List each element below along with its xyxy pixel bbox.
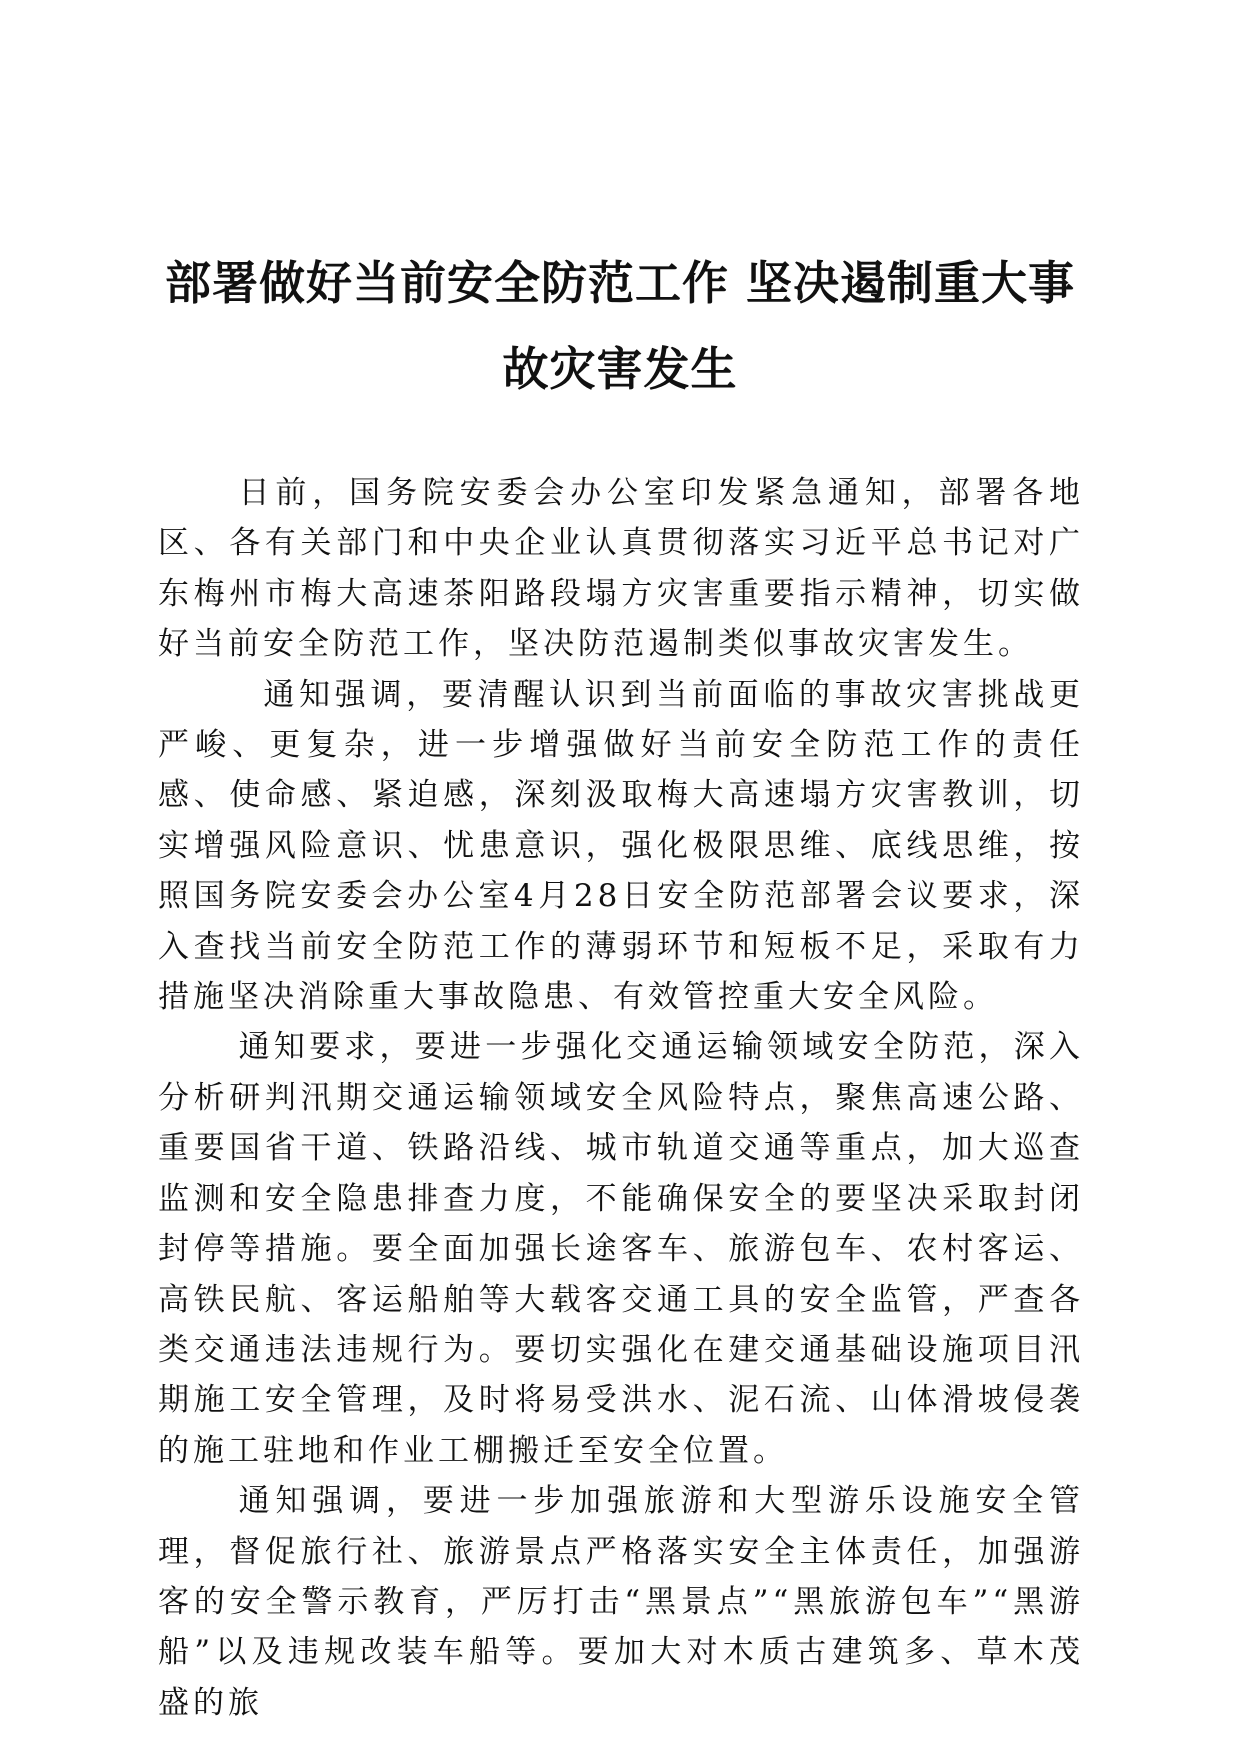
paragraph-2: 通知强调，要清醒认识到当前面临的事故灾害挑战更严峻、更复杂，进一步增强做好当前安全防范工作的责任感、使命感、紧迫感，深刻汲取梅大高速塌方灾害教训，切实增强风险意识、忧患意识，强化极限思维、底线思维，按照国务院安委会办公室4月28日安全防范部署会议要求，深入查找当前安全防范工作的薄弱环节和短板不足，采取有力措施坚决消除重大事故隐患、有效管控重大安全风险。	[158, 676, 1084, 1016]
paragraph-4: 通知强调，要进一步加强旅游和大型游乐设施安全管理，督促旅行社、旅游景点严格落实安全主体责任，加强游客的安全警示教育，严厉打击“黑景点”“黑旅游包车”“黑游船”以及违规改装车船等。要加大对木质古建筑多、草木茂盛的旅	[158, 1483, 1084, 1721]
document-title-line-1: 部署做好当前安全防范工作 坚决遏制重大事	[164, 256, 1075, 310]
document-title-line-2: 故灾害发生	[502, 342, 738, 396]
paragraph-3: 通知要求，要进一步强化交通运输领域安全防范，深入分析研判汛期交通运输领域安全风险特点，聚焦高速公路、重要国省干道、铁路沿线、城市轨道交通等重点，加大巡查监测和安全隐患排查力度，不能确保安全的要坚决采取封闭封停等措施。要全面加强长途客车、旅游包车、农村客运、高铁民航、客运船舶等大载客交通工具的安全监管，严查各类交通违法违规行为。要切实强化在建交通基础设施项目汛期施工安全管理，及时将易受洪水、泥石流、山体滑坡侵袭的施工驻地和作业工棚搬迁至安全位置。	[158, 1029, 1084, 1469]
paragraph-1: 日前，国务院安委会办公室印发紧急通知，部署各地区、各有关部门和中央企业认真贯彻落实习近平总书记对广东梅州市梅大高速茶阳路段塌方灾害重要指示精神，切实做好当前安全防范工作，坚决防范遏制类似事故灾害发生。	[158, 475, 1084, 663]
document-body	[158, 468, 1084, 1728]
